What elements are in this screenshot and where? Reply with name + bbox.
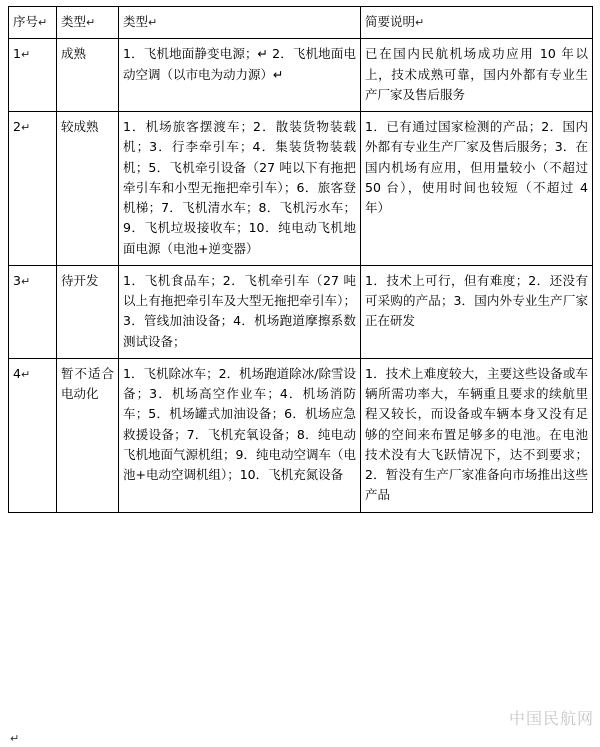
equipment-classification-table: [8, 6, 593, 513]
row-no-label: 3: [13, 272, 21, 288]
cell-type: 暂不适合电动化: [57, 358, 119, 512]
cell-note: 1．已有通过国家检测的产品；2．国内外都有专业生产厂家及售后服务；3．在国内机场有应用，但用量较小（不超过 50 台），使用时间也较短（不超过 4 年）: [361, 112, 593, 266]
table-row: [9, 265, 593, 358]
table-header-row: [9, 7, 593, 39]
column-header-type-2: [119, 7, 361, 39]
column-header-note: [361, 7, 593, 39]
column-header-no: [9, 7, 57, 39]
cell-note: 已在国内民航机场成功应用 10 年以上，技术成熟可靠，国内外都有专业生产厂家及售后服务: [361, 39, 593, 112]
cell-note: 1．技术上难度较大，主要这些设备或车辆所需功率大，车辆重且要求的续航里程又较长，而设备或车辆本身又没有足够的空间来布置足够多的电池。在电池技术没有大飞跃情况下，达不到要求；2．暂没有生产厂家准备向市场推出这些产品: [361, 358, 593, 512]
column-header-no-label: 序号: [13, 14, 39, 29]
paragraph-mark: ↵: [38, 16, 48, 29]
paragraph-mark: ↵: [148, 16, 158, 29]
paragraph-mark: ↵: [20, 121, 31, 134]
table-row: [9, 112, 593, 266]
paragraph-mark: ↵: [415, 16, 425, 29]
column-header-note-label: 简要说明: [365, 14, 416, 29]
watermark: 中国民航网: [508, 709, 594, 728]
cell-detail: 1．机场旅客摆渡车；2．散装货物装载机；3．行李牵引车；4．集装货物装载机；5．飞机牵引设备（27 吨以下有拖把牵引车和小型无拖把牵引车）；6．旅客登机梯；7．飞机清水车；8．飞机污水车；9．飞机垃圾接收车；10．纯电动飞机地面电源（电池+逆变器）: [119, 112, 361, 266]
cell-detail: 1．飞机除冰车；2．机场跑道除冰/除雪设备；3．机场高空作业车；4．机场消防车；5．机场罐式加油设备；6．机场应急救援设备；7．飞机充氧设备；8．纯电动飞机地面气源机组；9．纯电动空调车（电池+电动空调机组）；10．飞机充氮设备: [119, 358, 361, 512]
table-row: [9, 358, 593, 512]
row-no-label: 4: [13, 365, 21, 381]
table-row: [9, 39, 593, 112]
cell-note: 1．技术上可行，但有难度；2．还没有可采购的产品；3．国内外专业生产厂家正在研发: [361, 265, 593, 358]
paragraph-mark: ↵: [20, 274, 31, 288]
document-body: [8, 6, 592, 513]
trailing-paragraph-mark: ↵: [10, 732, 20, 745]
column-header-type-1: [57, 7, 119, 39]
row-no-label: 1: [13, 46, 21, 62]
cell-type: 较成熟: [57, 112, 119, 266]
column-header-type-1-label: 类型: [61, 14, 87, 29]
paragraph-mark: ↵: [20, 48, 31, 62]
cell-type: 成熟: [57, 39, 119, 112]
row-no-label: 2: [13, 119, 21, 134]
paragraph-mark: ↵: [86, 16, 96, 29]
paragraph-mark: ↵: [20, 367, 31, 381]
cell-no: [9, 112, 57, 266]
cell-no: [9, 358, 57, 512]
cell-detail: 1．飞机食品车；2．飞机牵引车（27 吨以上有拖把牵引车及大型无拖把牵引车）；3．管线加油设备；4．机场跑道摩擦系数测试设备；: [119, 265, 361, 358]
cell-no: [9, 265, 57, 358]
cell-no: [9, 39, 57, 112]
cell-detail: 1．飞机地面静变电源；↵ 2．飞机地面电动空调（以市电为动力源）↵: [119, 39, 361, 112]
cell-type: 待开发: [57, 265, 119, 358]
column-header-type-2-label: 类型: [123, 14, 149, 29]
